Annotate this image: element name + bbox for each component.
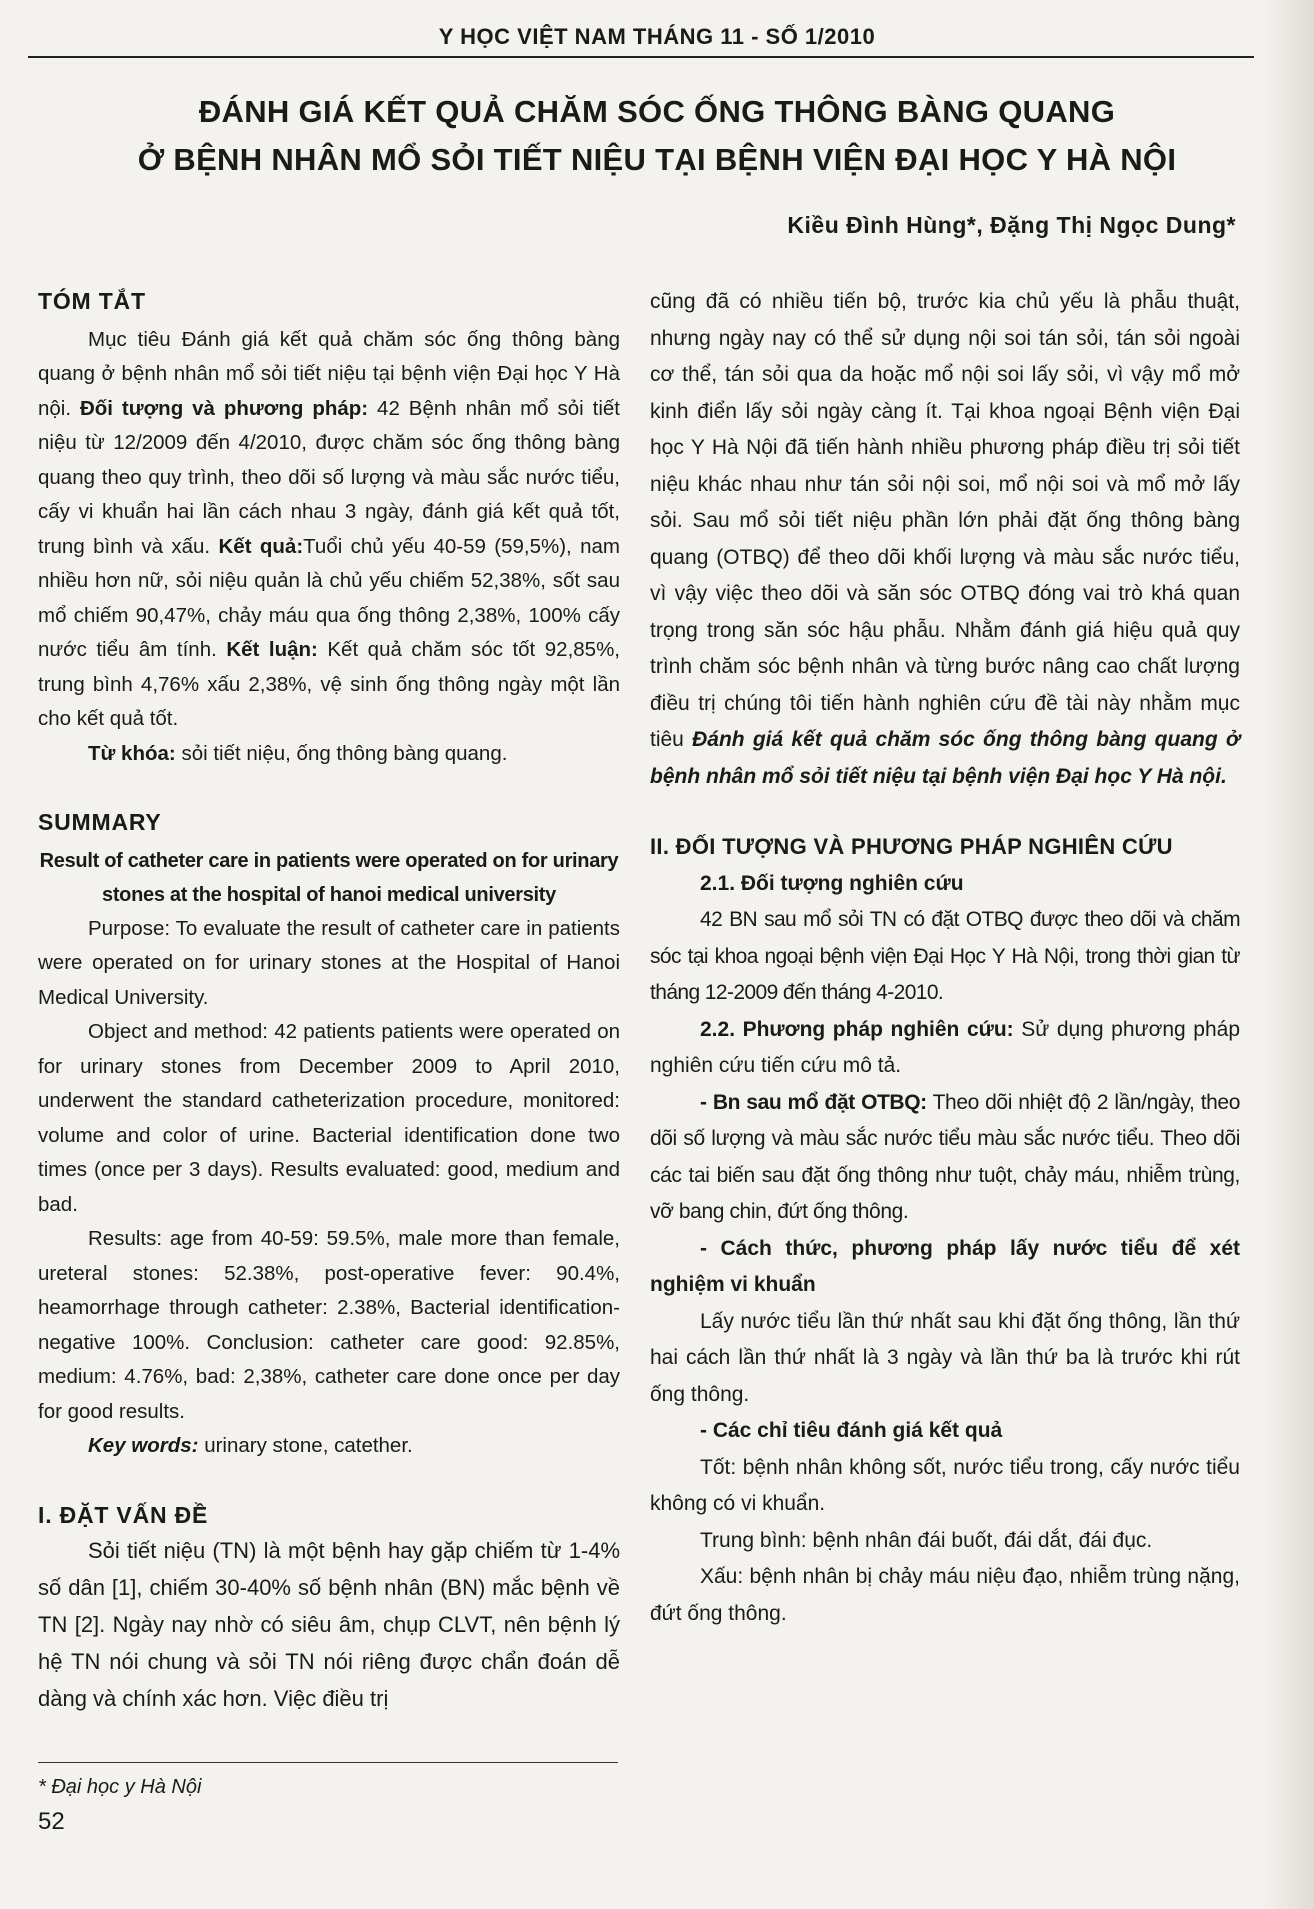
- header-rule: [28, 56, 1254, 58]
- post-op-text: Theo dõi nhiệt độ 2 lần/ngày, theo dõi số lượng và màu sắc nước tiểu màu sắc nước tiểu. Theo dõi các tai biến sau đặt ống thông như tuột, chảy máu, nhiễm trùng, vỡ bang chin, đứt ống thông.: [650, 1090, 1240, 1223]
- title-line-2: Ở BỆNH NHÂN MỔ SỎI TIẾT NIỆU TẠI BỆNH VIỆN ĐẠI HỌC Y HÀ NỘI: [137, 142, 1177, 177]
- authors: Kiều Đình Hùng*, Đặng Thị Ngọc Dung*: [787, 212, 1236, 238]
- intro-objective: Đánh giá kết quả chăm sóc ống thông bàng quang ở bệnh nhân mổ sỏi tiết niệu tại bệnh viện Đại học Y Hà nội.: [650, 728, 1240, 788]
- footnote-rule: [38, 1762, 618, 1763]
- subsection-2-2-label: 2.2. Phương pháp nghiên cứu:: [700, 1017, 1014, 1041]
- abstract-text-c: 42 Bệnh nhân mổ sỏi tiết niệu từ 12/2009 đến 4/2010, được chăm sóc ống thông bàng quang theo quy trình, theo dõi số lượng và màu sắc nước tiểu, cấy vi khuẩn hai lần cách nhau 3 ngày, đánh giá kết quả tốt, trung bình và xấu.: [38, 396, 620, 558]
- subsection-2-2-text: Sử dụng phương pháp nghiên cứu tiến cứu mô tả.: [650, 1017, 1240, 1077]
- abstract-paragraph: [38, 323, 620, 737]
- right-column: [650, 284, 1240, 1632]
- en-keywords-label: Key words:: [88, 1434, 199, 1457]
- criteria-bad: Xấu: bệnh nhân bị chảy máu niệu đạo, nhiễm trùng nặng, đứt ống thông.: [650, 1565, 1240, 1625]
- footnote: * Đại học y Hà Nội: [38, 1776, 202, 1798]
- abstract-text-a: Mục tiêu Đánh giá kết quả chăm sóc ống thông bàng quang ở bệnh nhân mổ sỏi tiết niệu tại bệnh viện Đại học Y Hà nội.: [38, 327, 620, 420]
- abstract-text-e: Tuổi chủ yếu 40-59 (59,5%), nam nhiều hơn nữ, sỏi niệu quản là chủ yếu chiếm 52,38%, sốt sau mổ chiếm 90,47%, chảy máu qua ống thông 2,38%, 100% cấy nước tiểu âm tính.: [38, 534, 620, 661]
- page-edge-shadow: [1262, 0, 1314, 1909]
- post-op-monitoring: [650, 1085, 1240, 1231]
- abstract-results-label: Kết quả:: [218, 534, 304, 558]
- summary-results: Results: age from 40-59: 59.5%, male more than female, ureteral stones: 52.38%, post-operative fever: 90.4%, heamorrhage through catheter: 2.38%, Bacterial identification- negative 100%. Conclusion: catheter care good: 92.85%, medium: 4.76%, bad: 2,38%, catheter care done once per day for good results.: [38, 1227, 620, 1423]
- en-keywords: [38, 1429, 620, 1464]
- en-keywords-text: urinary stone, catether.: [198, 1434, 413, 1457]
- urine-sampling-text: Lấy nước tiểu lần thứ nhất sau khi đặt ống thông, lần thứ hai cách lần thứ nhất là 3 ngày và lần thứ ba là trước khi rút ống thông.: [650, 1309, 1240, 1406]
- summary-purpose: Purpose: To evaluate the result of catheter care in patients were operated on for urinary stones at the Hospital of Hanoi Medical University.: [38, 916, 620, 1009]
- summary-heading: SUMMARY: [38, 809, 162, 835]
- page-number: 52: [38, 1808, 65, 1835]
- left-column: [38, 284, 620, 1717]
- vn-keywords-text: sỏi tiết niệu, ống thông bàng quang.: [175, 741, 508, 765]
- criteria-good: Tốt: bệnh nhân không sốt, nước tiểu trong, cấy nước tiểu không có vi khuẩn.: [650, 1455, 1240, 1515]
- section-1-paragraph: Sỏi tiết niệu (TN) là một bệnh hay gặp chiếm từ 1-4% số dân [1], chiếm 30-40% số bệnh nhân (BN) mắc bệnh về TN [2]. Ngày nay nhờ có siêu âm, chụp CLVT, nên bệnh lý hệ TN nói chung và sỏi TN nói riêng được chẩn đoán dễ dàng và chính xác hơn. Việc điều trị: [38, 1538, 620, 1711]
- section-1-heading: I. ĐẶT VẤN ĐỀ: [38, 1501, 209, 1528]
- abstract-conclusion-label: Kết luận:: [226, 638, 318, 661]
- section-2-heading: II. ĐỐI TƯỢNG VÀ PHƯƠNG PHÁP NGHIÊN CỨU: [650, 834, 1173, 859]
- article-title: [60, 88, 1254, 184]
- summary-method: Object and method: 42 patients patients were operated on for urinary stones from December 2009 to April 2010, underwent the standard catheterization procedure, monitored: volume and color of urine. Bacterial identification done two times (once per 3 days). Results evaluated: good, medium and bad.: [38, 1020, 620, 1216]
- subsection-2-1-heading: 2.1. Đối tượng nghiên cứu: [700, 871, 964, 895]
- vn-keywords: [38, 737, 620, 772]
- summary-title: Result of catheter care in patients were operated on for urinary stones at the hospital of hanoi medical university: [39, 849, 619, 906]
- title-line-1: ĐÁNH GIÁ KẾT QUẢ CHĂM SÓC ỐNG THÔNG BÀNG QUANG: [198, 94, 1116, 129]
- post-op-label: - Bn sau mổ đặt OTBQ:: [700, 1090, 927, 1114]
- criteria-medium: Trung bình: bệnh nhân đái buốt, đái dắt, đái đục.: [700, 1528, 1153, 1552]
- intro-continuation: [650, 284, 1240, 795]
- evaluation-criteria-heading: - Các chỉ tiêu đánh giá kết quả: [700, 1419, 1003, 1442]
- abstract-heading: TÓM TẮT: [38, 288, 146, 314]
- urine-sampling-heading: - Cách thức, phương pháp lấy nước tiểu để xét nghiệm vi khuẩn: [650, 1236, 1240, 1296]
- abstract-method-label: Đối tượng và phương pháp:: [79, 396, 369, 420]
- abstract-text-g: Kết quả chăm sóc tốt 92,85%, trung bình 4,76% xấu 2,38%, vệ sinh ống thông ngày một lần cho kết quả tốt.: [38, 638, 620, 730]
- subsection-2-2: [650, 1012, 1240, 1085]
- running-header: Y HỌC VIỆT NAM THÁNG 11 - SỐ 1/2010: [438, 24, 876, 49]
- intro-text: cũng đã có nhiều tiến bộ, trước kia chủ yếu là phẫu thuật, nhưng ngày nay có thể sử dụng nội soi tán sỏi, tán sỏi ngoài cơ thể, tán sỏi qua da hoặc mổ nội soi lấy sỏi, vì vậy mổ mở kinh điển lấy sỏi ngày càng ít. Tại khoa ngoại Bệnh viện Đại học Y Hà Nội đã tiến hành nhiều phương pháp điều trị sỏi tiết niệu khác nhau như tán sỏi nội soi, mổ nội soi và mổ mở lấy sỏi. Sau mổ sỏi tiết niệu phần lớn phải đặt ống thông bàng quang (OTBQ) để theo dõi khối lượng và màu sắc nước tiểu, vì vậy việc theo dõi và săn sóc OTBQ đóng vai trò khá quan trọng trong săn sóc hậu phẫu. Nhằm đánh giá hiệu quả quy trình chăm sóc bệnh nhân và từng bước nâng cao chất lượng điều trị chúng tôi tiến hành nghiên cứu đề tài này nhằm mục tiêu: [650, 290, 1240, 751]
- subsection-2-1-text: 42 BN sau mổ sỏi TN có đặt OTBQ được theo dõi và chăm sóc tại khoa ngoại bệnh viện Đại Học Y Hà Nội, trong thời gian từ tháng 12-2009 đến tháng 4-2010.: [650, 908, 1240, 1004]
- vn-keywords-label: Từ khóa:: [88, 741, 176, 765]
